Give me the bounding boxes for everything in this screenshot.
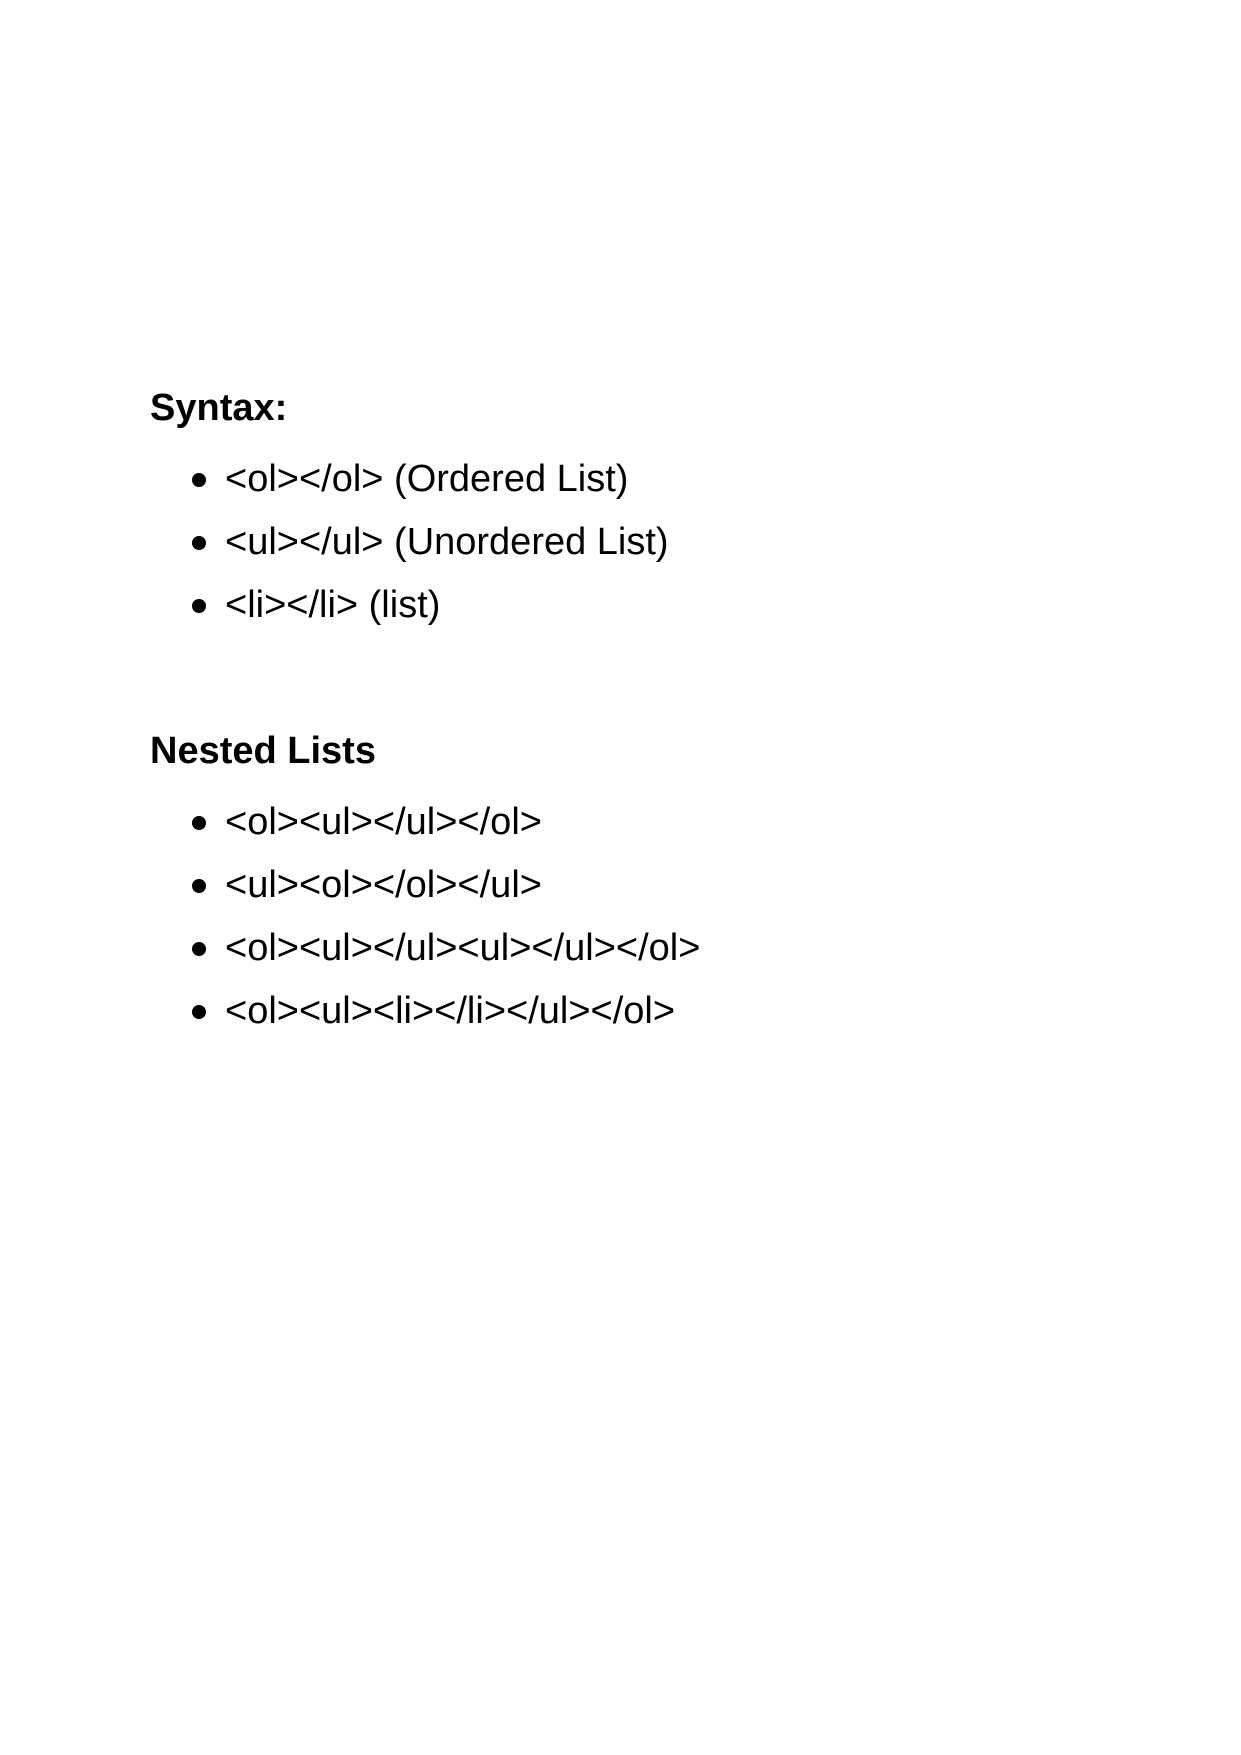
list-item-text: <ul><ol></ol></ul> (225, 864, 542, 906)
list-item (150, 980, 676, 1043)
syntax-heading: Syntax: (150, 387, 288, 429)
list-item (150, 854, 542, 917)
nested-lists-section (150, 727, 701, 1043)
list-item (150, 511, 669, 574)
syntax-list (150, 448, 669, 637)
bullet-icon (192, 599, 206, 613)
bullet-icon (192, 816, 206, 830)
syntax-section (150, 384, 669, 637)
list-item-text: <ol><ul></ul></ol> (225, 801, 542, 843)
bullet-icon (192, 473, 206, 487)
nested-lists-list (150, 791, 701, 1043)
bullet-icon (192, 1005, 206, 1019)
bullet-icon (192, 879, 206, 893)
bullet-icon (192, 942, 206, 956)
list-item-text: <ul></ul> (Unordered List) (225, 521, 669, 563)
list-item (150, 448, 629, 511)
list-item (150, 917, 701, 980)
nested-lists-heading: Nested Lists (150, 730, 376, 772)
list-item-text: <li></li> (list) (225, 584, 441, 626)
list-item-text: <ol><ul></ul><ul></ul></ol> (225, 927, 701, 969)
bullet-icon (192, 536, 206, 550)
list-item (150, 791, 542, 854)
list-item-text: <ol><ul><li></li></ul></ol> (225, 990, 676, 1032)
list-item-text: <ol></ol> (Ordered List) (225, 458, 629, 500)
list-item (150, 574, 441, 637)
